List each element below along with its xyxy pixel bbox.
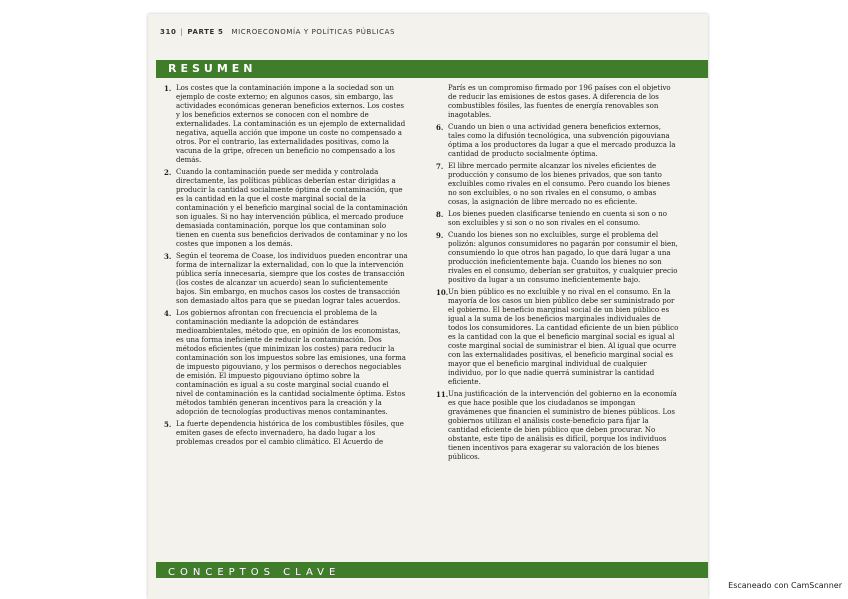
summary-item-4: 4. Los gobiernos afrontan con frecuencia el problema de la contaminación mediante la adopción de estándares medioambientales, método que, en opinión de los economistas, es una forma ineficiente de reducir la contaminación. Dos métodos eficientes (que minimizan los costes) para reducir la contaminación son los impuestos sobre las emisiones, una forma de impuesto pigouviano, y los permisos o derechos negociables de emisión. El impuesto pigouviano óptimo sobre la contaminación es igual a su coste marginal social cuando el nivel de contaminación es la cantidad socialmente óptima. Estos métodos también generan incentivos para la creación y la adopción de tecnologías productivas menos contaminantes.: [164, 309, 406, 416]
summary-title: RESUMEN: [168, 62, 257, 75]
summary-item-10: 10. Un bien público es no excluible y no rival en el consumo. En la mayoría de los casos un bien público debe ser suministrado por el gobierno. El beneficio marginal social de un bien público es igual a la suma de los beneficios marginales individuales de todos los consumidores. La cantidad eficiente de un bien público es la cantidad con la que el beneficio marginal social es igual al coste marginal social de suministrar el bien. Al igual que ocurre con las externalidades positivas, el beneficio marginal social es mayor que el beneficio marginal individual de cualquier individuo, por lo que nadie querrá suministrar la cantidad eficiente.: [436, 288, 679, 386]
summary-item-6: 6. Cuando un bien o una actividad genera beneficios externos, tales como la difusión tecnológica, una subvención pigouviana óptima a los productores da lugar a que el mercado produzca la cantidad de producto socialmente óptima.: [436, 123, 676, 158]
summary-item-5: 5. La fuerte dependencia histórica de los combustibles fósiles, que emiten gases de efecto invernadero, ha dado lugar a los problemas creados por el cambio climático. El Acuerdo de: [164, 420, 404, 446]
part-label: PARTE 5: [187, 28, 224, 36]
summary-item-11: 11. Una justificación de la intervención del gobierno en la economía es que hace posible que los ciudadanos se impongan gravámenes que financien el suministro de bienes públicos. Los gobiernos utilizan el análisis coste-beneficio para fijar la cantidad eficiente de bien público que deben procurar. No obstante, este tipo de análisis es difícil, porque los individuos tienen incentivos para exagerar su valoración de los bienes públicos.: [436, 390, 677, 461]
page-header: 310 | PARTE 5 MICROECONOMÍA Y POLÍTICAS PÚBLICAS: [160, 28, 395, 36]
summary-title-bar: [156, 60, 708, 78]
key-concepts-title: CONCEPTOS CLAVE: [168, 567, 341, 578]
summary-item-8: 8. Los bienes pueden clasificarse teniendo en cuenta si son o no son excluibles y si son o no son rivales en el consumo.: [436, 210, 667, 227]
summary-item-2: 2. Cuando la contaminación puede ser medida y controlada directamente, las políticas públicas deberían estar dirigidas a producir la cantidad socialmente óptima de contaminación, que es la cantidad en la que el coste marginal social de la contaminación y el beneficio marginal social de la contaminación son iguales. Si no hay intervención pública, el mercado produce demasiada contaminación, porque los que contaminan solo tienen en cuenta sus beneficios derivados de contaminar y no los costes que imponen a los demás.: [164, 168, 408, 248]
left-column: [164, 84, 408, 450]
summary-item-5-continuation: París es un compromiso firmado por 196 países con el objetivo de reducir las emisiones de estos gases. A diferencia de los combustibles fósiles, las fuentes de energía renovables son inagotables.: [448, 84, 671, 119]
right-column: [436, 84, 680, 465]
section-title: MICROECONOMÍA Y POLÍTICAS PÚBLICAS: [231, 28, 395, 36]
summary-item-1: 1. Los costes que la contaminación impone a la sociedad son un ejemplo de coste externo; en algunos casos, sin embargo, las actividades económicas generan beneficios externos. Los costes y los beneficios externos se conocen con el nombre de externalidades. La contaminación es un ejemplo de externalidad negativa, aquella acción que impone un coste no compensado a otros. Por el contrario, las externalidades positivas, como la vacuna de la gripe, ofrecen un beneficio no compensado a los demás.: [164, 84, 406, 164]
key-concepts-bar: [156, 562, 708, 578]
page-number: 310: [160, 28, 177, 36]
summary-item-9: 9. Cuando los bienes son no excluibles, surge el problema del polizón: algunos consumidores no pagarán por consumir el bien, consumiendo lo que otros han pagado, lo que dará lugar a una producción ineficientemente baja. Cuando los bienes no son rivales en el consumo, deberían ser gratuitos, y cualquier precio positivo da lugar a un consumo ineficientemente bajo.: [436, 231, 678, 284]
textbook-page: [148, 14, 708, 599]
summary-item-3: 3. Según el teorema de Coase, los individuos pueden encontrar una forma de internalizar la externalidad, con lo que la intervención pública sería innecesaria, siempre que los costes de transacción (los costes de alcanzar un acuerdo) sean lo suficientemente bajos. Sin embargo, en muchos casos los costes de transacción son demasiado altos para que se puedan lograr tales acuerdos.: [164, 252, 408, 305]
summary-item-7: 7. El libre mercado permite alcanzar los niveles eficientes de producción y consumo de los bienes privados, que son tanto excluibles como rivales en el consumo. Pero cuando los bienes no son excluibles, o no son rivales en el consumo, o ambas cosas, la asignación de libre mercado no es eficiente.: [436, 162, 670, 206]
scanner-watermark: Escaneado con CamScanner: [728, 581, 842, 590]
